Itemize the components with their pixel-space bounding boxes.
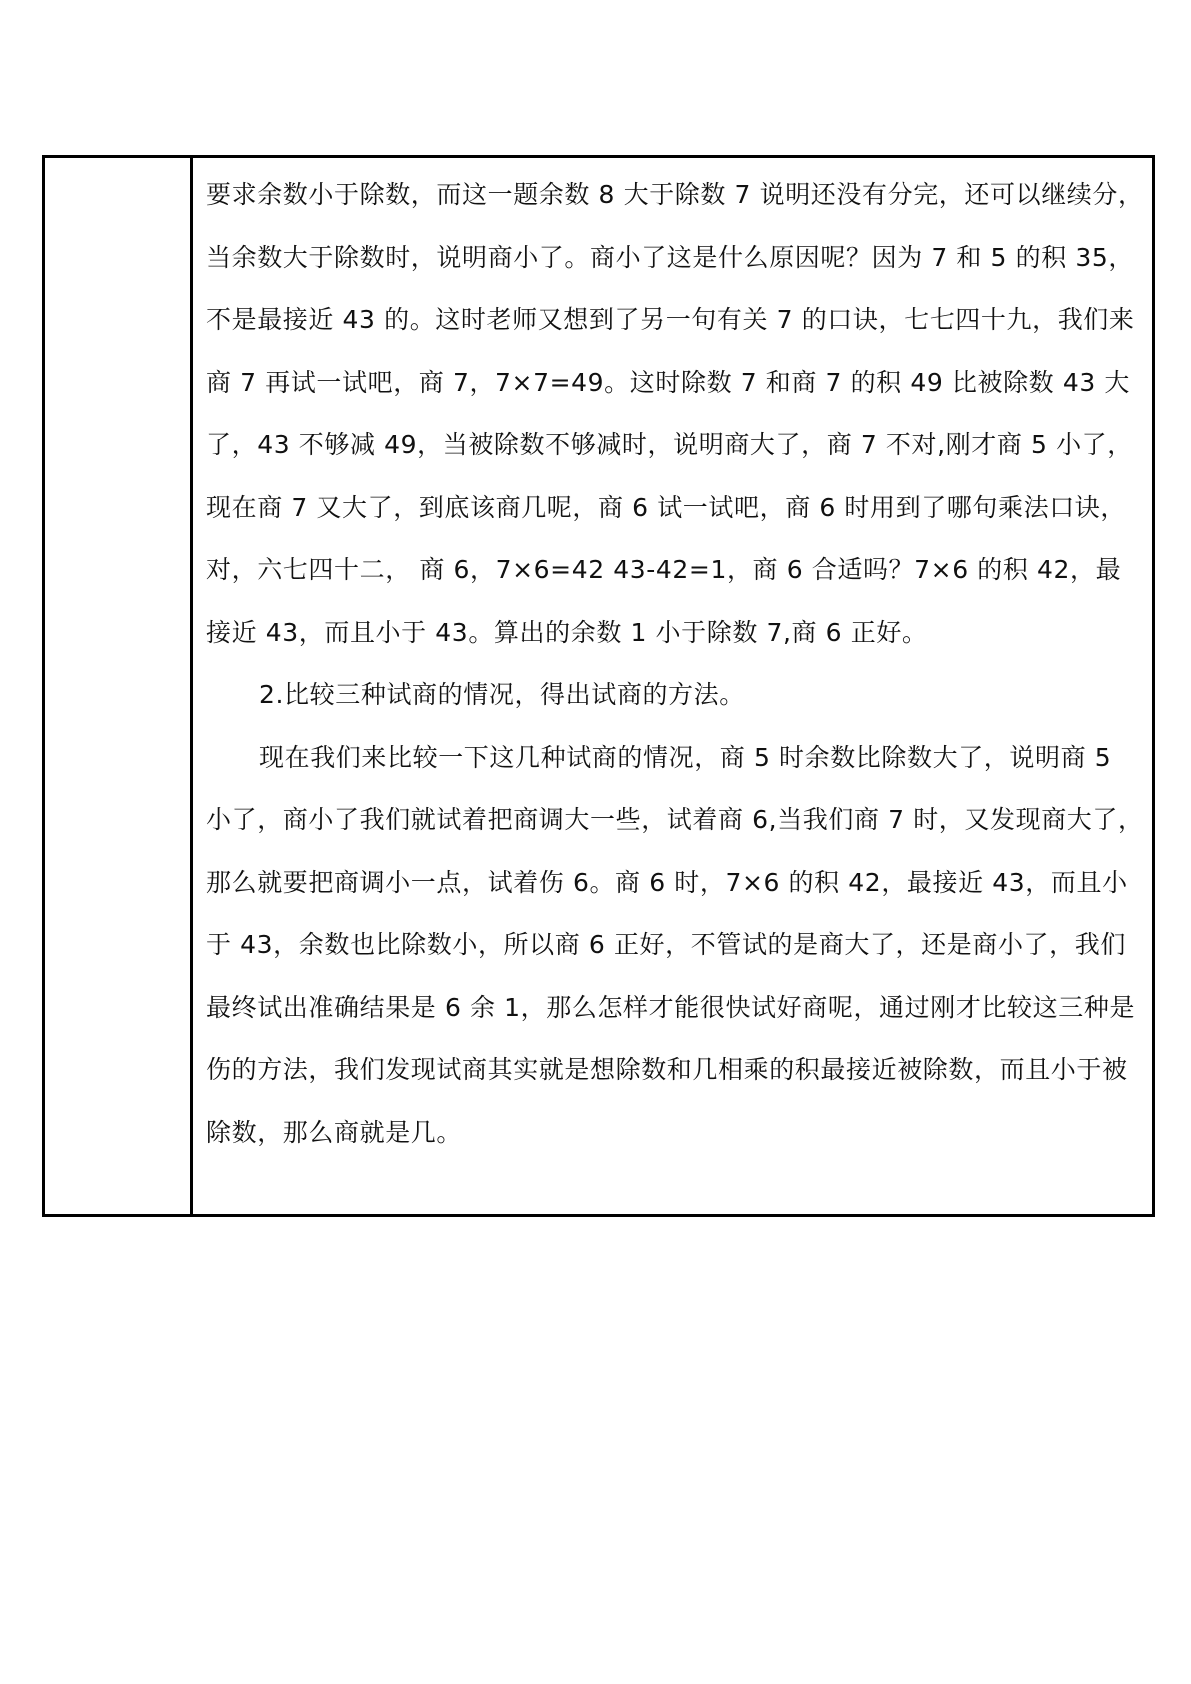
table-label-cell bbox=[45, 158, 193, 1214]
table-content-cell bbox=[193, 158, 1152, 1214]
lesson-table bbox=[42, 155, 1155, 1217]
paragraph-explanation: 要求余数小于除数，而这一题余数 8 大于除数 7 说明还没有分完，还可以继续分，当余数大于除数时，说明商小了。商小了这是什么原因呢？因为 7 和 5 的积 35，不是最接近 43 的。这时老师又想到了另一句有关 7 的口诀，七七四十九，我们来商 7 再试一试吧，商 7，7×7=49。这时除数 7 和商 7 的积 49 比被除数 43 大了，43 不够减 49，当被除数不够减时，说明商大了，商 7 不对,刚才商 5 小了，现在商 7 又大了，到底该商几呢，商 6 试一试吧，商 6 时用到了哪句乘法口诀，对，六七四十二， 商 6，7×6=42 43-42=1，商 6 合适吗？7×6 的积 42，最接近 43，而且小于 43。算出的余数 1 小于除数 7,商 6 正好。 bbox=[206, 180, 1144, 647]
paragraph-summary: 现在我们来比较一下这几种试商的情况，商 5 时余数比除数大了，说明商 5 小了，商小了我们就试着把商调大一些，试着商 6,当我们商 7 时，又发现商大了，那么就要把商调小一点，试着伤 6。商 6 时，7×6 的积 42，最接近 43，而且小于 43，余数也比除数小，所以商 6 正好，不管试的是商大了，还是商小了，我们最终试出准确结果是 6 余 1，那么怎样才能很快试好商呢，通过刚才比较这三种是伤的方法，我们发现试商其实就是想除数和几相乘的积最接近被除数，而且小于被除数，那么商就是几。 bbox=[206, 742, 1144, 1147]
paragraph-heading-compare: 2.比较三种试商的情况，得出试商的方法。 bbox=[259, 680, 745, 709]
